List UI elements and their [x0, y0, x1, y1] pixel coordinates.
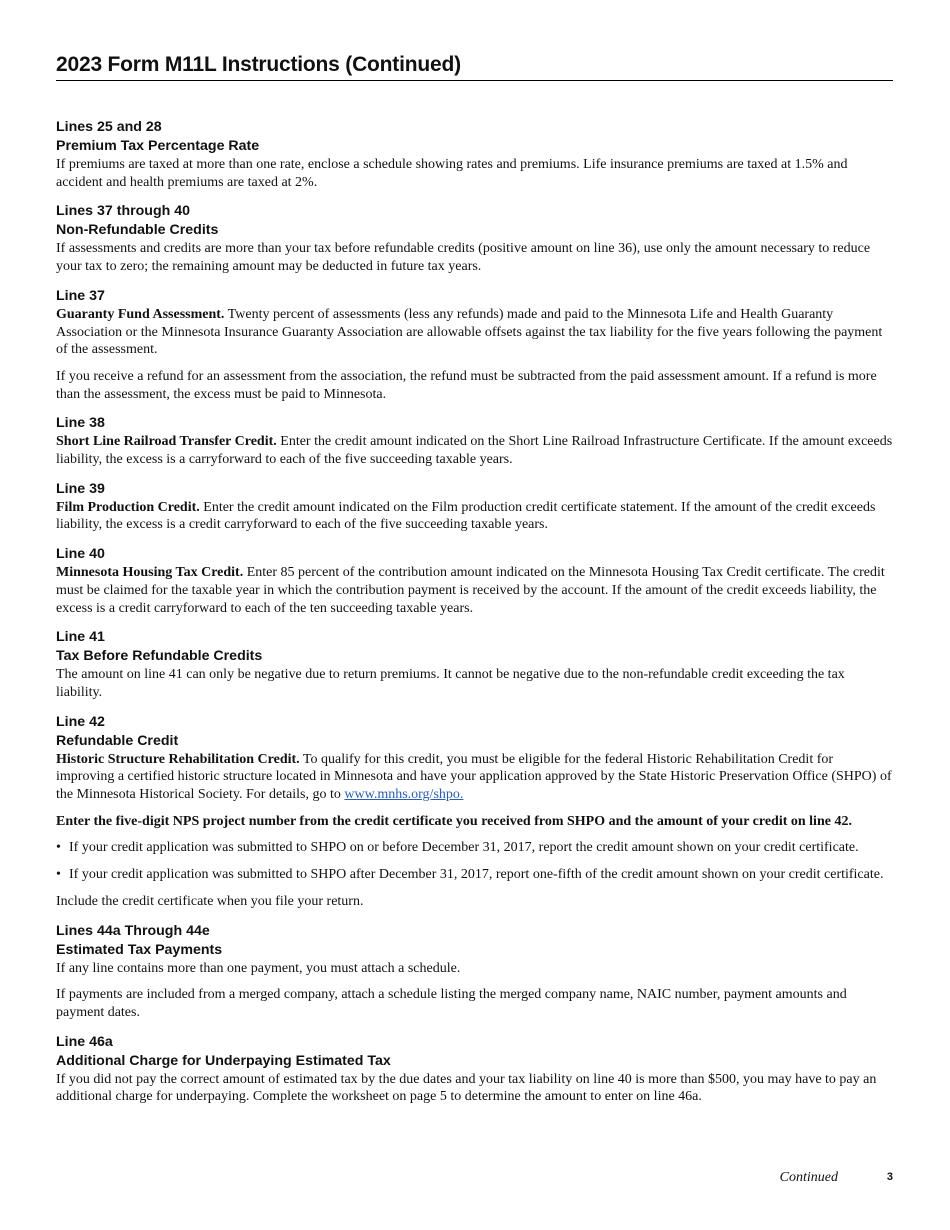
section-line-46a: [56, 1033, 893, 1106]
continued-label: Continued: [779, 1170, 838, 1185]
section-heading: Lines 44a Through 44e: [56, 922, 210, 939]
section-heading: Line 42: [56, 713, 105, 730]
instruction: Enter the five-digit NPS project number from the credit certificate you received from SHPO and the amount of your credit on line 42.: [56, 813, 852, 829]
section-line-38: [56, 414, 893, 468]
paragraph: [56, 433, 893, 468]
term: Minnesota Housing Tax Credit.: [56, 565, 244, 581]
paragraph-text: Enter the credit amount indicated on the Film production credit certificate statement. If the amount of the credit exceeds liability, the excess is a credit carryforward to each of the five succeeding taxable years.: [56, 499, 876, 533]
section-lines-44a-44e: [56, 922, 893, 1022]
paragraph: If you did not pay the correct amount of estimated tax by the due dates and your tax liability on line 40 is more than $500, you may have to pay an additional charge for underpaying. Complete the worksheet on page 5 to determine the amount to enter on line 46a.: [56, 1071, 877, 1105]
term: Film Production Credit.: [56, 499, 200, 515]
paragraph-bold: [56, 813, 893, 831]
paragraph-text: Enter 85 percent of the contribution amount indicated on the Minnesota Housing Tax Credit certificate. The credit must be claimed for the taxable year in which the contribution payment is received by the account. If the amount of the credit exceeds liability, the excess is a credit carryforward to each of the ten succeeding taxable years.: [56, 565, 885, 616]
section-line-39: [56, 480, 893, 534]
term: Guaranty Fund Assessment.: [56, 306, 225, 322]
term: Short Line Railroad Transfer Credit.: [56, 434, 277, 450]
paragraph: If payments are included from a merged company, attach a schedule listing the merged company name, NAIC number, payment amounts and payment dates.: [56, 987, 847, 1020]
page-number: 3: [886, 1171, 893, 1183]
section-lines-37-40: [56, 202, 893, 275]
paragraph-text: Enter the credit amount indicated on the Short Line Railroad Infrastructure Certificate. If the amount exceeds liability, the excess is a carryforward to each of the five succeeding taxable years.: [56, 434, 893, 468]
section-subheading: Additional Charge for Underpaying Estimated Tax: [56, 1052, 391, 1069]
content: [56, 118, 893, 1117]
section-subheading: Estimated Tax Payments: [56, 941, 223, 958]
paragraph: The amount on line 41 can only be negative due to return premiums. It cannot be negative due to the non-refundable credit exceeding the tax liability.: [56, 667, 845, 700]
shpo-link[interactable]: www.mnhs.org/shpo.: [344, 787, 464, 803]
section-line-40: [56, 545, 893, 617]
bullet-icon: •: [56, 840, 61, 856]
section-heading: Lines 25 and 28: [56, 119, 162, 135]
paragraph: [56, 306, 893, 359]
paragraph: If assessments and credits are more than your tax before refundable credits (positive amount on line 36), use only the amount necessary to reduce your tax to zero; the remaining amount may be deducted in future tax years.: [56, 241, 871, 275]
list-item-text: If your credit application was submitted to SHPO after December 31, 2017, report one-fifth of the credit amount shown on your credit certificate.: [69, 867, 884, 883]
section-heading: Line 38: [56, 415, 105, 432]
paragraph: [56, 751, 893, 804]
bullet-list: [56, 839, 893, 883]
paragraph: If you receive a refund for an assessment from the association, the refund must be subtracted from the paid assessment amount. If a refund is more than the assessment, the excess must be paid to Minnesota.: [56, 368, 877, 402]
paragraph-text: Twenty percent of assessments (less any refunds) made and paid to the Minnesota Life and Health Guaranty Association or the Minnesota Insurance Guaranty Association are allowable offsets against the tax liability for the five years following the payment of the assessment.: [56, 306, 883, 358]
section-lines-25-28: [56, 118, 893, 191]
section-heading: Line 46a: [56, 1033, 113, 1050]
section-subheading: Non-Refundable Credits: [56, 222, 219, 239]
list-item-text: If your credit application was submitted to SHPO on or before December 31, 2017, report the credit amount shown on your credit certificate.: [69, 840, 859, 856]
bullet-icon: •: [56, 867, 61, 883]
paragraph: [56, 499, 893, 534]
term: Historic Structure Rehabilitation Credit.: [56, 751, 300, 767]
section-line-41: [56, 628, 893, 701]
section-heading: Line 40: [56, 546, 105, 563]
list-item: [56, 839, 893, 857]
list-item: [56, 866, 893, 884]
section-heading: Line 39: [56, 480, 105, 497]
section-line-37: [56, 287, 893, 404]
section-line-42: [56, 713, 893, 911]
page-title: 2023 Form M11L Instructions (Continued): [56, 53, 893, 81]
section-subheading: Refundable Credit: [56, 732, 179, 749]
paragraph: If any line contains more than one payment, you must attach a schedule.: [56, 960, 461, 976]
section-heading: Line 41: [56, 629, 105, 646]
section-subheading: Premium Tax Percentage Rate: [56, 138, 260, 154]
page-footer: [56, 1170, 893, 1190]
paragraph: If premiums are taxed at more than one rate, enclose a schedule showing rates and premiums. Life insurance premiums are taxed at 1.5% and accident and health premiums are taxed at 2%.: [56, 157, 848, 190]
paragraph: Include the credit certificate when you file your return.: [56, 893, 364, 909]
section-heading: Lines 37 through 40: [56, 203, 191, 220]
section-heading: Line 37: [56, 287, 105, 304]
paragraph: [56, 564, 893, 617]
section-subheading: Tax Before Refundable Credits: [56, 648, 263, 665]
paragraph-text: To qualify for this credit, you must be eligible for the federal Historic Rehabilitation Credit for improving a certified historic structure located in Minnesota and have your application approved by the State Historic Preservation Office (SHPO) of the Minnesota Historical Society. For details, go to: [56, 751, 892, 803]
